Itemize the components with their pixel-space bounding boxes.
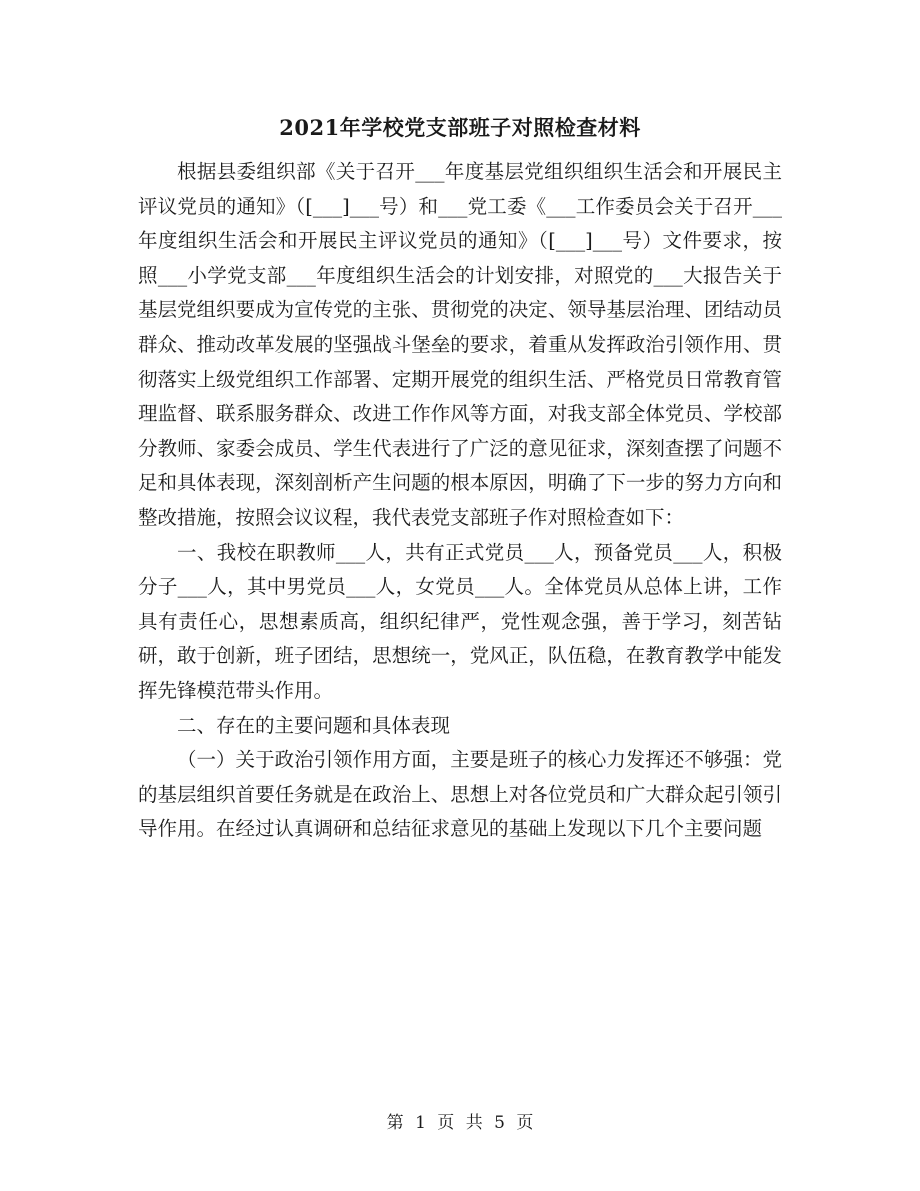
paragraph-subsection-one: （一）关于政治引领作用方面，主要是班子的核心力发挥还不够强：党的基层组织首要任务就是在政治上、思想上对各位党员和广大群众起引领引导作用。在经过认真调研和总结征求意见的基础上发现以下几个主要问题	[138, 748, 782, 841]
paragraph-section-one: 一、我校在职教师___人，共有正式党员___人，预备党员___人，积极分子___人，其中男党员___人，女党员___人。全体党员从总体上讲，工作具有责任心，思想素质高，组织纪律严，党性观念强，善于学习，刻苦钻研，敢于创新，班子团结，思想统一，党风正，队伍稳，在教育教学中能发挥先锋模范带头作用。	[138, 540, 782, 702]
document-title: 2021年学校党支部班子对照检查材料	[279, 115, 641, 140]
paragraph-intro: 根据县委组织部《关于召开___年度基层党组织组织生活会和开展民主评议党员的通知》（[___]___号）和___党工委《___工作委员会关于召开___年度组织生活会和开展民主评议党员的通知》（[___]___号）文件要求，按照___小学党支部___年度组织生活会的计划安排，对照党的___大报告关于基层党组织要成为宣传党的主张、贯彻党的决定、领导基层治理、团结动员群众、推动改革发展的坚强战斗堡垒的要求，着重从发挥政治引领作用、贯彻落实上级党组织工作部署、定期开展党的组织生活、严格党员日常教育管理监督、联系服务群众、改进工作作风等方面，对我支部全体党员、学校部分教师、家委会成员、学生代表进行了广泛的意见征求，深刻查摆了问题不足和具体表现，深刻剖析产生问题的根本原因，明确了下一步的努力方向和整改措施，按照会议议程，我代表党支部班子作对照检查如下：	[138, 160, 782, 529]
paragraph-section-two-heading: 二、存在的主要问题和具体表现	[177, 713, 451, 737]
page-footer: 第 1 页 共 5 页	[386, 1113, 534, 1133]
document-body	[138, 155, 782, 847]
